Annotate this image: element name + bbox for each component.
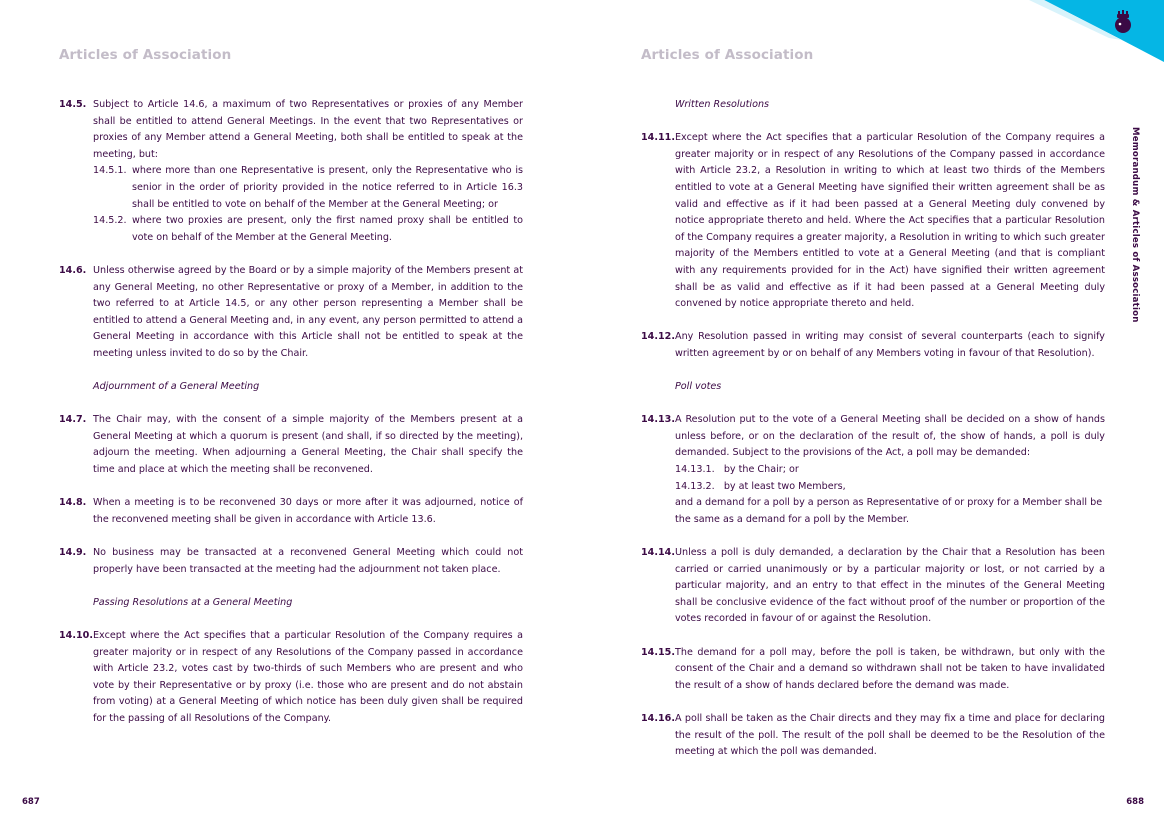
article-clause (59, 545, 523, 578)
clause-line: 14.13.2. by at least two Members, (675, 480, 846, 492)
clause-line: 14.13.1. by the Chair; or (675, 464, 799, 476)
clause-number: 14.10. (59, 630, 93, 641)
section-subheading: Passing Resolutions at a General Meeting (93, 596, 293, 608)
article-clause (59, 628, 523, 728)
side-label (1128, 127, 1140, 327)
sub-clause (93, 213, 523, 246)
clause-number: 14.11. (641, 132, 675, 144)
clause-text: A poll shall be taken as the Chair directs and they may fix a time and place for declaring the result of the poll. The result of the poll shall be deemed to be the Resolution of the meeting at which the poll was demanded. (675, 712, 1105, 758)
clause-number: 14.6. (59, 264, 87, 276)
section-subheading: Adjournment of a General Meeting (93, 381, 260, 393)
article-clause (641, 645, 1105, 695)
clause-text: Unless a poll is duly demanded, a declaration by the Chair that a Resolution has been carried or carried unanimously or by a particular majority or lost, or not carried by a particular majority, and an entry to that effect in the minutes of the General Meeting shall be conclusive evidence of the fact without proof of the number or proportion of the votes recorded in favour of or against the Resolution. (675, 547, 1105, 625)
article-clause (641, 329, 1105, 362)
article-clause (641, 545, 1105, 628)
right-content (641, 97, 1105, 761)
page-number-right: 688 (1126, 797, 1144, 807)
clause-text: Except where the Act specifies that a particular Resolution of the Company requires a greater majority or in respect of any Resolutions of the Company passed in accordance with Article 23.2, a Resolution in writing to which at least two thirds of the Members entitled to vote at a General Meeting have signified their written agreement shall be as valid and effective as if it had been passed at a General Meeting duly convened by notice appropriate thereto and held. Where the Act specifies that a particular Resolution of the Company requires a greater majority, a Resolution in writing to which such greater majority of the Members entitled to vote at a General Meeting (and that is compliant with any requirements provided for in the Act) have signified their written agreement shall be as valid and effective as if it had been passed at a General Meeting duly convened by notice appropriate thereto and held. (675, 132, 1105, 310)
article-clause (59, 495, 523, 528)
page-header-left: Articles of Association (59, 47, 232, 63)
clause-number: 14.9. (59, 547, 87, 559)
section-subheading: Written Resolutions (675, 99, 770, 110)
article-clause (641, 130, 1105, 313)
clause-text: When a meeting is to be reconvened 30 days or more after it was adjourned, notice of the reconvened meeting shall be given in accordance with Article 13.6. (93, 497, 523, 525)
page-number-left: 687 (22, 797, 40, 807)
clause-line: and a demand for a poll by a person as Representative of or proxy for a Member shall be the same as a demand for a poll by the Member. (675, 497, 1106, 525)
article-clause (59, 263, 523, 363)
clause-text: The demand for a poll may, before the poll is taken, be withdrawn, but only with the consent of the Chair and a demand so withdrawn shall not be taken to have invalidated the result of a show of hands declared before the demand was made. (675, 646, 1105, 691)
clause-number: 14.12. (641, 331, 675, 343)
clause-text: A Resolution put to the vote of a General Meeting shall be decided on a show of hands unless before, or on the declaration of the result of, the show of hands, a poll is duly demanded. Subject to the provisions of the Act, a poll may be demanded: (675, 414, 1105, 459)
clause-text: Subject to Article 14.6, a maximum of two Representatives or proxies of any Member shall be entitled to attend General Meetings. In the event that two Representatives or proxies of any Member attend a General Meeting, both shall be entitled to speak at the meeting, but: (93, 99, 523, 160)
clause-text: Except where the Act specifies that a particular Resolution of the Company requires a greater majority or in respect of any Resolutions of the Company passed in accordance with Article 23.2, votes cast by two-thirds of such Members who are present and who vote by their Representative or by proxy (i.e. those who are present and do not abstain from voting) at a General Meeting of which notice has been duly given shall be required for the passing of all Resolutions of the Company. (93, 630, 523, 724)
sub-clause-text: where two proxies are present, only the first named proxy shall be entitled to vote on behalf of the Member at the General Meeting. (132, 215, 523, 243)
clause-number: 14.13. (641, 414, 675, 426)
article-clause (641, 412, 1105, 528)
right-page (582, 0, 1164, 826)
clause-text: Any Resolution passed in writing may consist of several counterparts (each to signify written agreement by or on behalf of any Members voting in favour of that Resolution). (675, 331, 1105, 359)
side-label-text: Memorandum & Articles of Association (1130, 127, 1140, 323)
article-clause (59, 412, 523, 478)
left-content (59, 97, 523, 728)
clause-number: 14.14. (641, 547, 675, 559)
sub-clause (93, 163, 523, 213)
sub-clause-text: where more than one Representative is present, only the Representative who is senior in the order of priority provided in the notice referred to in Article 16.3 shall be entitled to vote on behalf of the Member at the General Meeting; or (132, 165, 523, 210)
clause-text: Unless otherwise agreed by the Board or by a simple majority of the Members present at any General Meeting, no other Representative or proxy of a Member, in addition to the two referred to at Article 14.5, or any other person representing a Member shall be entitled to attend a General Meeting and, in any event, any person permitted to attend a General Meeting in accordance with this Article shall not be entitled to speak at the meeting unless invited to do so by the Chair. (93, 264, 523, 359)
clause-number: 14.5. (59, 99, 87, 110)
clause-number: 14.16. (641, 712, 675, 724)
corner-brand-graphic (1014, 0, 1164, 80)
sub-clause-number: 14.5.1. (93, 165, 127, 177)
clause-number: 14.15. (641, 646, 675, 658)
article-clause (59, 97, 523, 246)
page-header-right: Articles of Association (641, 47, 814, 63)
clause-number: 14.7. (59, 414, 87, 426)
clause-text: The Chair may, with the consent of a simple majority of the Members present at a General Meeting at which a quorum is present (and shall, if so directed by the meeting), adjourn the meeting. When adjourning a General Meeting, the Chair shall specify the time and place at which the meeting shall be reconvened. (93, 414, 523, 476)
clause-text: No business may be transacted at a reconvened General Meeting which could not properly have been transacted at the meeting had the adjournment not taken place. (93, 547, 523, 575)
clause-number: 14.8. (59, 497, 87, 509)
sub-clause-number: 14.5.2. (93, 215, 127, 227)
section-subheading: Poll votes (675, 381, 722, 393)
article-clause (641, 711, 1105, 761)
